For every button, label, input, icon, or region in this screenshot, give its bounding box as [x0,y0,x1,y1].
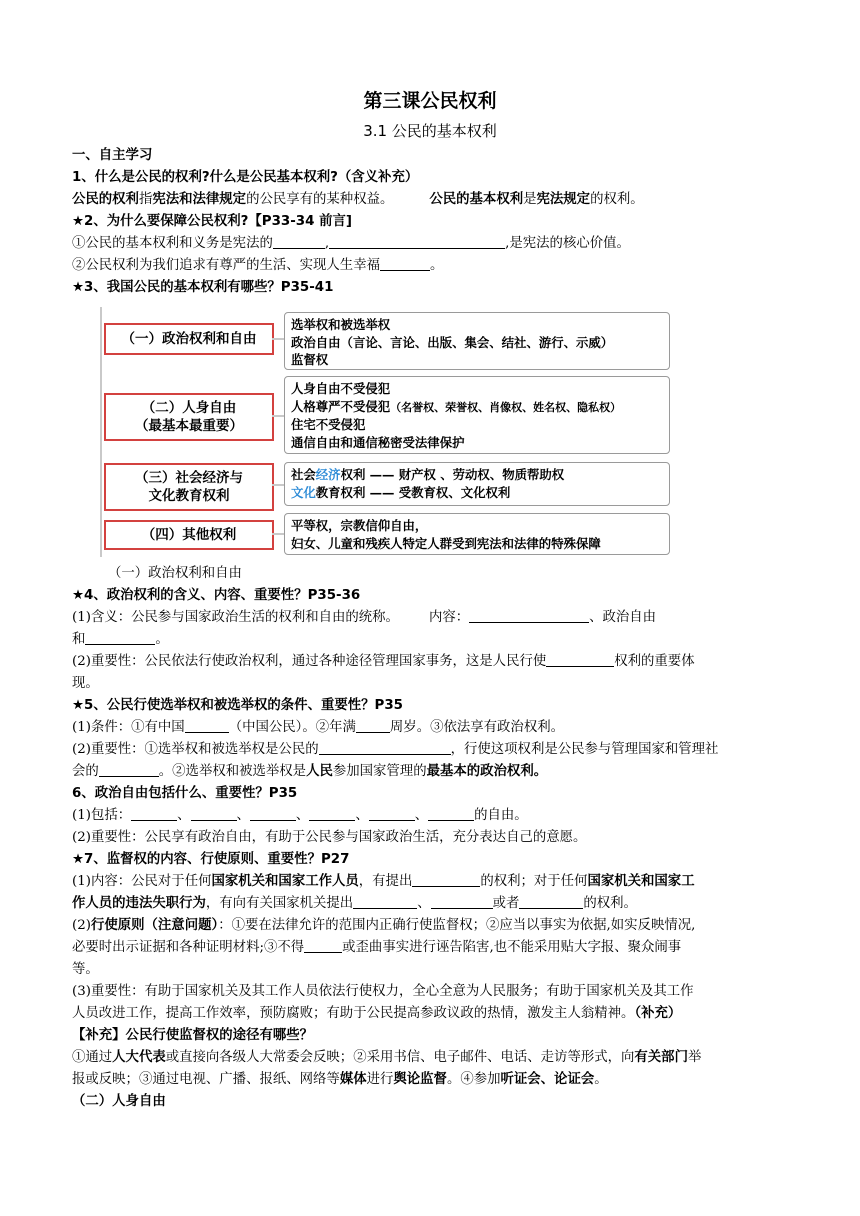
answer-1: 公民的权利指宪法和法律规定的公民享有的某种权益。 公民的基本权利是宪法规定的权利。 [72,192,644,207]
fill-blank[interactable] [309,806,355,821]
fill-blank[interactable] [273,234,325,249]
fill-blank[interactable] [185,718,229,733]
answer-5-line-2: (2)重要性：①选举权和被选举权是公民的 ，行使这项权利是公民参与管理国家和管理社 [72,742,719,757]
fill-blank[interactable] [412,872,480,887]
category-other: （四）其他权利 [104,520,274,550]
category-political: （一）政治权利和自由 [104,323,274,355]
question-6: 6、政治自由包括什么、重要性？P35 [72,786,298,801]
supplement-line-1: ①通过人大代表或直接向各级人大常委会反映；②采用书信、电子邮件、电话、走访等形式，向有关部门举 [72,1050,702,1065]
answer-4-line-4: 现。 [72,676,99,691]
fill-blank[interactable] [304,938,342,953]
page-title: 第三课公民权利 [363,90,497,112]
answer-5-line-1: (1)条件：①有中国 （中国公民）。②年满 周岁。③依法享有政治权利。 [72,720,564,735]
detail-personal-freedom: 人身自由不受侵犯 人格尊严不受侵犯（名誉权、荣誉权、肖像权、姓名权、隐私权） 住宅不受侵犯 通信自由和通信秘密受法律保护 [284,376,670,454]
answer-4-line-2: 和 。 [72,632,169,647]
page-subtitle: 3.1 公民的基本权利 [363,122,497,140]
fill-blank[interactable] [353,894,417,909]
detail-socioeconomic-cultural: 社会经济权利 —— 财产权 、劳动权、物质帮助权 文化教育权利 —— 受教育权、文化权利 [284,462,670,506]
fill-blank[interactable] [356,718,390,733]
question-7: ★7、监督权的内容、行使原则、重要性？P27 [72,852,350,867]
answer-7-line-5: 等。 [72,962,99,977]
supplement-question: 【补充】公民行使监督权的途径有哪些？ [72,1028,314,1043]
answer-7-line-1: (1)内容：公民对于任何国家机关和国家工作人员，有提出 的权利；对于任何国家机关和国家工 [72,874,695,889]
question-1: 1、什么是公民的权利?什么是公民基本权利?（含义补充） [72,170,419,185]
category-socioeconomic-cultural: （三）社会经济与 文化教育权利 [104,463,274,511]
diagram-spine [100,307,102,557]
answer-6-line-1: (1)包括： 、 、 、 、 、 的自由。 [72,808,528,823]
connector [272,338,284,340]
answer-2-line-2: ②公民权利为我们追求有尊严的生活、实现人生幸福 。 [72,258,444,273]
fill-blank[interactable] [319,740,451,755]
document-body [72,145,788,1113]
answer-7-line-3: (2)行使原则（注意问题）：①要在法律允许的范围内正确行使监督权；②应当以事实为依据,如实反映情况, [72,918,696,933]
section-political: （一）政治权利和自由 [108,566,242,581]
fill-blank[interactable] [99,762,159,777]
detail-other: 平等权，宗教信仰自由， 妇女、儿童和残疾人特定人群受到宪法和法律的特殊保障 [284,513,670,555]
fill-blank[interactable] [546,652,614,667]
answer-7-line-2: 作人员的违法失职行为，有向有关国家机关提出 、 或者 的权利。 [72,896,637,911]
answer-7-line-7: 人员改进工作，提高工作效率，预防腐败；有助于公民提高参政议政的热情，激发主人翁精神。（补充） [72,1006,682,1021]
fill-blank[interactable] [428,806,474,821]
answer-2-line-1: ①公民的基本权利和义务是宪法的 , ,是宪法的核心价值。 [72,236,630,251]
fill-blank[interactable] [369,806,415,821]
question-3: ★3、我国公民的基本权利有哪些？P35-41 [72,280,334,295]
category-personal-freedom: （二）人身自由 （最基本最重要） [104,393,274,441]
question-2: ★2、为什么要保障公民权利?【P33-34 前言] [72,214,352,229]
answer-6-line-2: (2)重要性：公民享有政治自由，有助于公民参与国家政治生活，充分表达自己的意愿。 [72,830,587,845]
answer-5-line-3: 会的 。②选举权和被选举权是人民参加国家管理的最基本的政治权利。 [72,764,548,779]
connector [272,484,284,486]
answer-4-line-3: (2)重要性：公民依法行使政治权利，通过各种途径管理国家事务，这是人民行使 权利的重要体 [72,654,695,669]
question-4: ★4、政治权利的含义、内容、重要性？P35-36 [72,588,361,603]
section-personal-freedom: （二）人身自由 [72,1094,166,1109]
supplement-line-2: 报或反映；③通过电视、广播、报纸、网络等媒体进行舆论监督。④参加听证会、论证会。 [72,1072,608,1087]
answer-4-line-1: (1)含义：公民参与国家政治生活的权利和自由的统称。 内容： 、政治自由 [72,610,657,625]
rights-diagram [100,307,678,557]
fill-blank[interactable] [519,894,583,909]
fill-blank[interactable] [85,630,155,645]
fill-blank[interactable] [329,234,505,249]
fill-blank[interactable] [131,806,177,821]
answer-7-line-4: 必要时出示证据和各种证明材料;③不得 或歪曲事实进行诬告陷害,也不能采用贴大字报、聚众闹事 [72,940,682,955]
connector [272,533,284,535]
answer-7-line-6: (3)重要性：有助于国家机关及其工作人员依法行使权力，全心全意为人民服务；有助于国家机关及其工作 [72,984,694,999]
fill-blank[interactable] [191,806,237,821]
fill-blank[interactable] [431,894,493,909]
fill-blank[interactable] [380,256,430,271]
fill-blank[interactable] [469,608,589,623]
question-5: ★5、公民行使选举权和被选举权的条件、重要性？P35 [72,698,403,713]
fill-blank[interactable] [250,806,296,821]
detail-political: 选举权和被选举权 政治自由（言论、言论、出版、集会、结社、游行、示威） 监督权 [284,312,670,370]
connector [272,415,284,417]
section-heading: 一、自主学习 [72,148,153,163]
